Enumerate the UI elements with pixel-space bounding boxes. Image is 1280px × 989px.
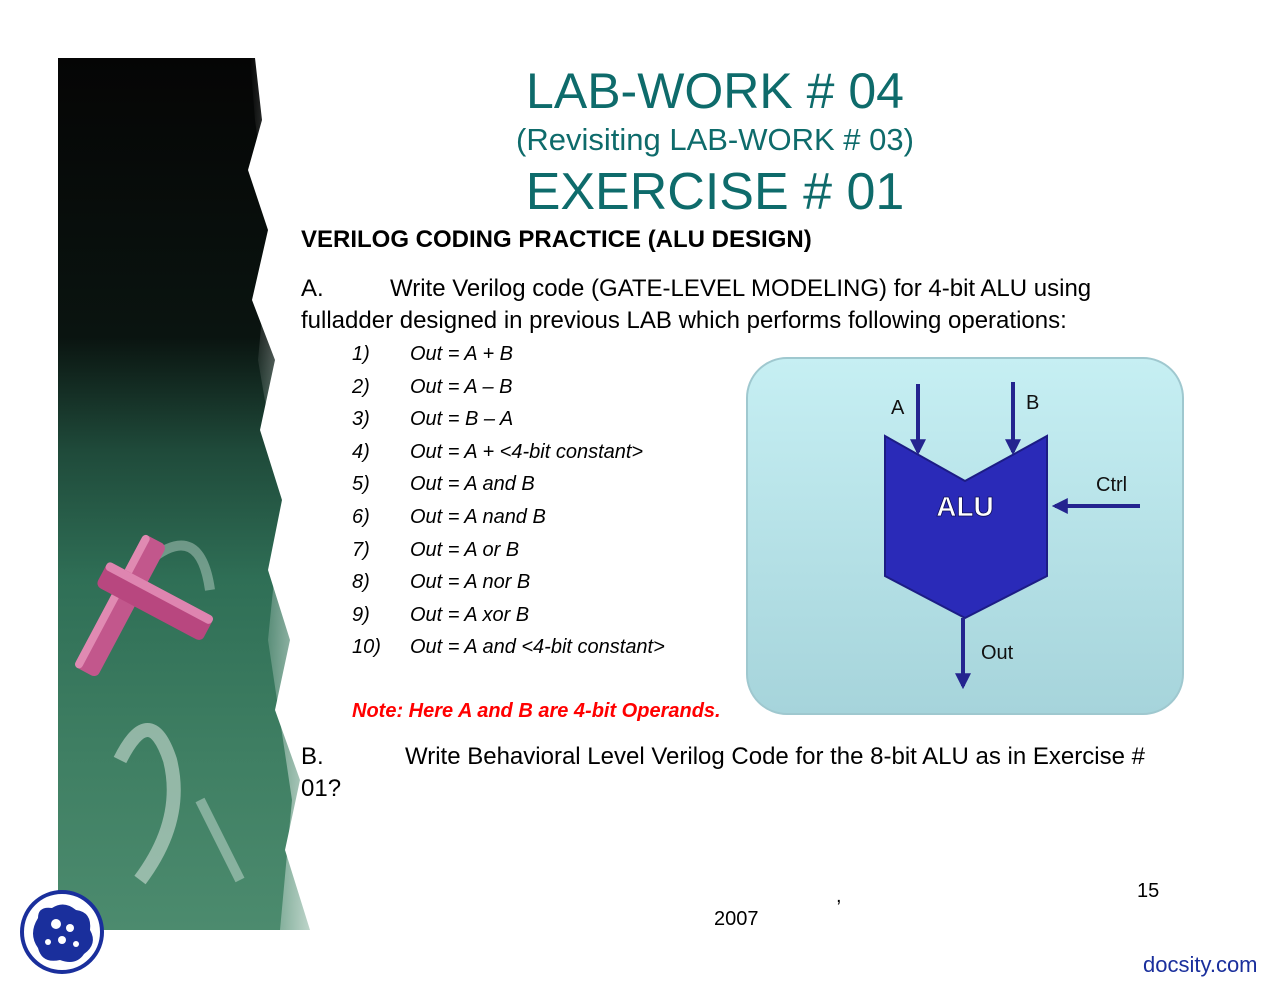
part-a-text-1: Write Verilog code (GATE-LEVEL MODELING) for 4-bit ALU using — [390, 275, 1092, 302]
part-a-letter: A. — [301, 275, 324, 302]
operation-item — [352, 436, 665, 469]
operation-item — [352, 468, 665, 501]
operation-text: Out = A + <4-bit constant> — [410, 440, 644, 463]
operation-text: Out = A nor B — [410, 571, 531, 594]
operation-text: Out = A and <4-bit constant> — [410, 636, 665, 659]
section-heading: VERILOG CODING PRACTICE (ALU DESIGN) — [301, 226, 812, 253]
operation-number: 6) — [352, 505, 370, 528]
part-a-line-1 — [301, 273, 1091, 305]
operation-text: Out = A nand B — [410, 505, 546, 528]
slide-title: LAB-WORK # 04 — [526, 63, 904, 119]
chalkboard-artwork — [0, 0, 330, 989]
operation-number: 7) — [352, 538, 370, 561]
operation-item — [352, 501, 665, 534]
input-a-label: A — [891, 397, 905, 419]
operation-text: Out = A and B — [410, 473, 535, 496]
ctrl-label: Ctrl — [1096, 474, 1128, 496]
operation-number: 10) — [352, 636, 381, 659]
operation-number: 4) — [352, 440, 370, 463]
footer-comma: , — [836, 885, 842, 907]
part-b-line-1 — [301, 741, 1145, 773]
part-a-text-2: fulladder designed in previous LAB which performs following operations: — [301, 307, 1067, 334]
operation-text: Out = A – B — [410, 375, 513, 398]
operation-item — [352, 371, 665, 404]
operation-number: 9) — [352, 603, 370, 626]
operation-item — [352, 631, 665, 664]
input-b-label: B — [1026, 392, 1040, 414]
alu-label: ALU — [936, 491, 994, 522]
docsity-logo-icon — [18, 888, 106, 976]
part-b-letter: B. — [301, 743, 324, 770]
operands-note: Note: Here A and B are 4-bit Operands. — [352, 700, 721, 722]
operation-number: 5) — [352, 473, 370, 496]
operation-number: 1) — [352, 343, 370, 365]
page-number: 15 — [1137, 880, 1160, 902]
operation-text: Out = A or B — [410, 538, 520, 561]
alu-diagram — [745, 356, 1185, 716]
slide-subtitle: (Revisiting LAB-WORK # 03) — [516, 122, 914, 157]
docsity-watermark[interactable]: docsity.com — [1143, 952, 1258, 977]
part-b-text-1: Write Behavioral Level Verilog Code for the 8-bit ALU as in Exercise # — [405, 743, 1145, 770]
part-a-paragraph — [301, 273, 1091, 337]
operation-item — [352, 566, 665, 599]
operation-text: Out = A + B — [410, 343, 514, 365]
operation-item — [352, 338, 665, 371]
exercise-title: EXERCISE # 01 — [525, 163, 905, 221]
part-b-text-2: 01? — [301, 775, 342, 802]
operation-text: Out = A xor B — [410, 603, 530, 626]
operation-item — [352, 534, 665, 567]
operation-item — [352, 403, 665, 436]
part-b-paragraph — [301, 741, 1145, 805]
operation-number: 3) — [352, 408, 370, 431]
operation-number: 2) — [352, 375, 370, 398]
operations-list — [352, 338, 665, 664]
operation-item — [352, 599, 665, 632]
output-label: Out — [981, 642, 1014, 664]
operation-text: Out = B – A — [410, 408, 514, 431]
footer-year: 2007 — [714, 908, 759, 930]
operation-number: 8) — [352, 571, 370, 594]
